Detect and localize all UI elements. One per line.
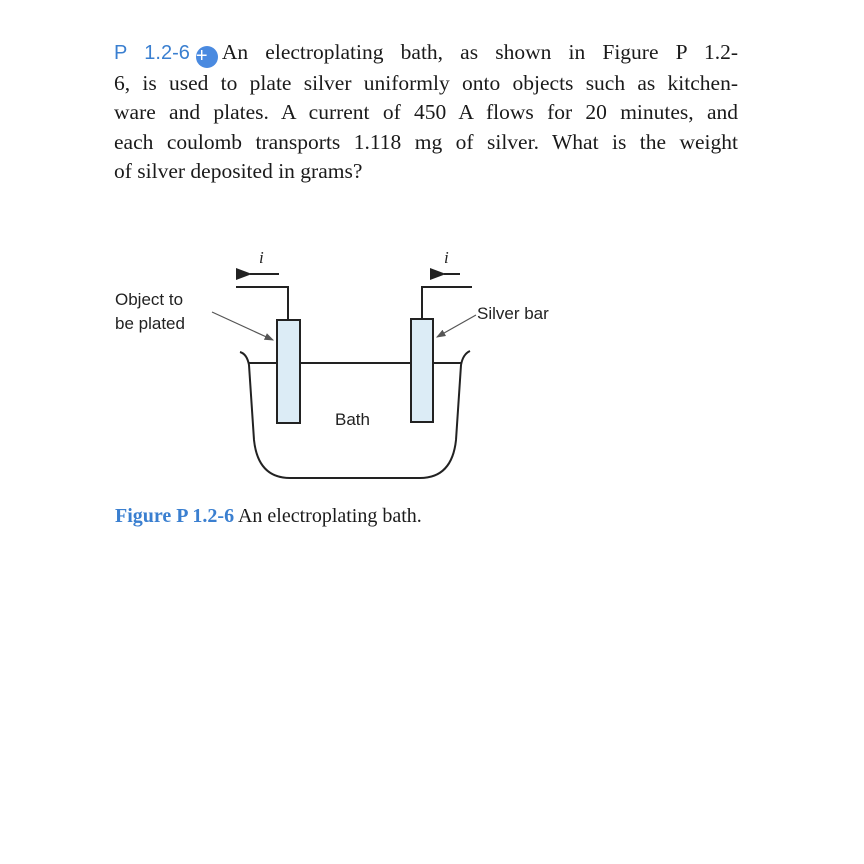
problem-number: P 1.2-6 [114, 42, 190, 64]
problem-line-5: of silver deposited in grams? [114, 159, 363, 183]
object-pointer [212, 312, 273, 340]
plus-circle-icon[interactable]: + [196, 46, 218, 68]
figure-caption [115, 505, 422, 528]
object-label: Object to be plated [115, 290, 185, 333]
silver-bar-label: Silver bar [477, 304, 549, 323]
right-wire [422, 287, 472, 319]
problem-line-2: 6, is used to plate silver uniformly onto objects such as kitchen- [114, 70, 738, 95]
bath-label: Bath [335, 410, 370, 429]
problem-line-4: each coulomb transports 1.118 mg of silver. What is the weight [114, 129, 738, 154]
silver-bar-electrode [411, 319, 433, 422]
current-label-right: i [444, 248, 449, 267]
figure-caption-text: An electroplating bath. [237, 505, 422, 527]
problem-line-3: ware and plates. A current of 450 A flows for 20 minutes, and [114, 100, 738, 124]
current-label-left: i [259, 248, 264, 267]
object-electrode [277, 320, 300, 423]
figure-caption-label: Figure P 1.2-6 [115, 505, 235, 527]
left-wire [236, 287, 288, 320]
silver-pointer [437, 315, 476, 337]
problem-line-1: P 1.2-6 + An electroplating bath, as shown in Figure P 1.2- [114, 40, 738, 67]
